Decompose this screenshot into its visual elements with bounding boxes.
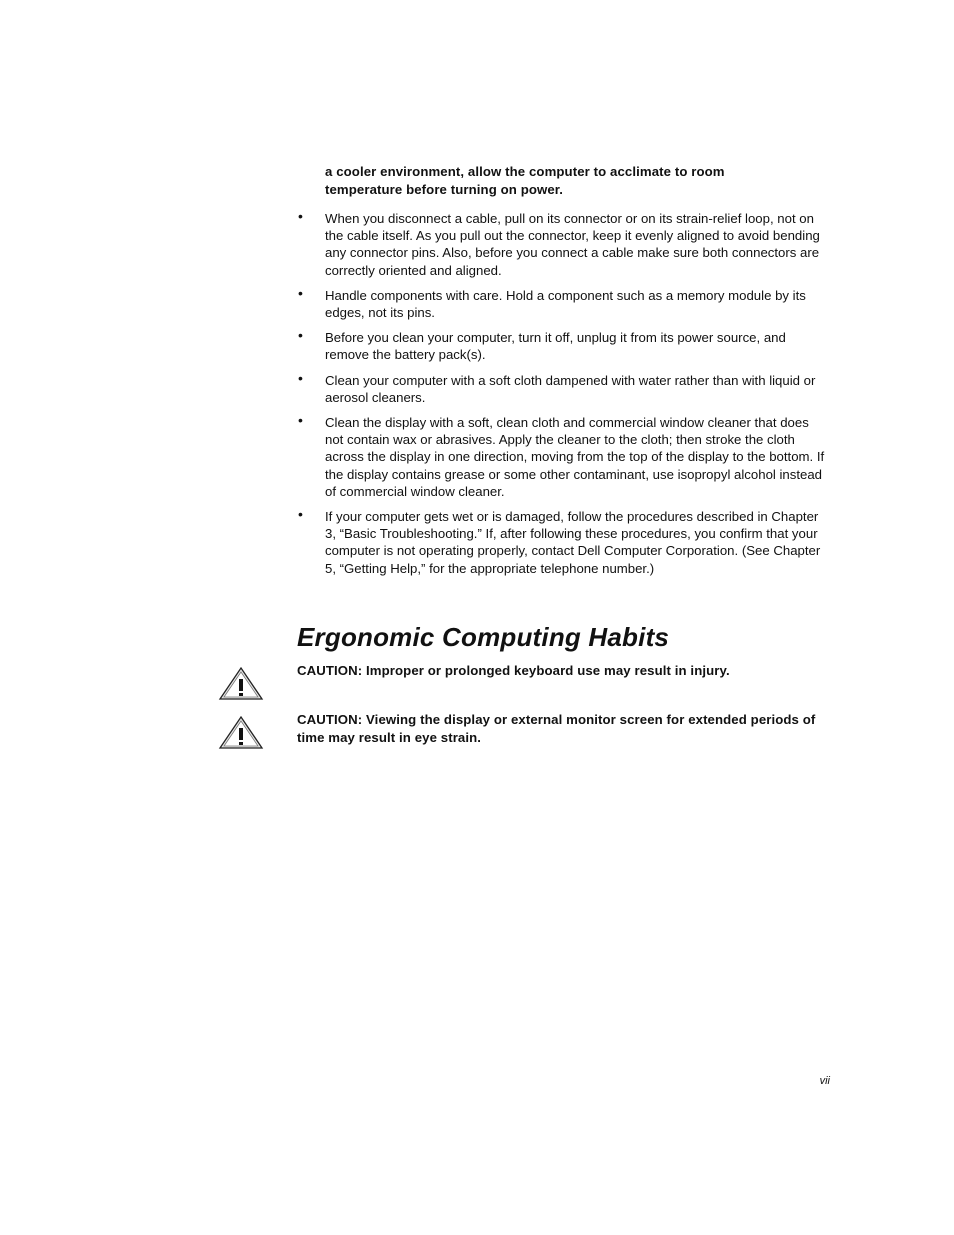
bullet-text: When you disconnect a cable, pull on its connector or on its strain-relief loop, not on the cable itself. As you pull out the connector, keep it evenly aligned to avoid bending any connector pins. Also, before you connect a cable make sure both connectors are correctly oriented and aligned. [325,211,820,278]
list-item [297,284,829,321]
list-item [297,369,829,406]
caution-text-keyboard: CAUTION: Improper or prolonged keyboard use may result in injury. [297,663,730,678]
section-title: Ergonomic Computing Habits [297,622,670,652]
bullet-text: Clean the display with a soft, clean cloth and commercial window cleaner that does not contain wax or abrasives. Apply the cleaner to the cloth; then stroke the cloth across the display in one direction, moving from the top of the display to the bottom. If the display contains grease or some other contaminant, use isopropyl alcohol instead of commercial window cleaner. [325,415,825,499]
list-item [297,329,829,363]
page-number: vii [819,1075,830,1087]
bullet-marker: • [298,506,303,523]
bullet-text: Clean your computer with a soft cloth dampened with water rather than with liquid or aerosol cleaners. [325,372,816,405]
bullet-marker: • [298,327,303,344]
list-item [297,210,829,279]
safety-bullet-list [297,210,829,585]
bullet-marker: • [298,412,303,429]
continued-caution-text: a cooler environment, allow the computer to acclimate to room temperature before turning on power. [325,164,725,197]
warning-triangle-icon [218,666,264,701]
list-item [297,414,829,500]
list-item [297,508,829,577]
caution-text-eye-strain: CAUTION: Viewing the display or external monitor screen for extended periods of time may result in eye strain. [297,712,816,745]
bullet-text: Before you clean your computer, turn it off, unplug it from its power source, and remove the battery pack(s). [325,330,786,363]
bullet-text: Handle components with care. Hold a component such as a memory module by its edges, not its pins. [325,287,806,321]
warning-triangle-icon [218,715,264,750]
bullet-marker: • [298,369,303,386]
bullet-marker: • [298,208,303,224]
bullet-text: If your computer gets wet or is damaged, follow the procedures described in Chapter 3, “Basic Troubleshooting.” If, after following these procedures, you confirm that your computer is not operating properly, contact Dell Computer Corporation. (See Chapter 5, “Getting Help,” for the appropriate telephone number.) [325,509,821,576]
bullet-marker: • [298,284,303,301]
